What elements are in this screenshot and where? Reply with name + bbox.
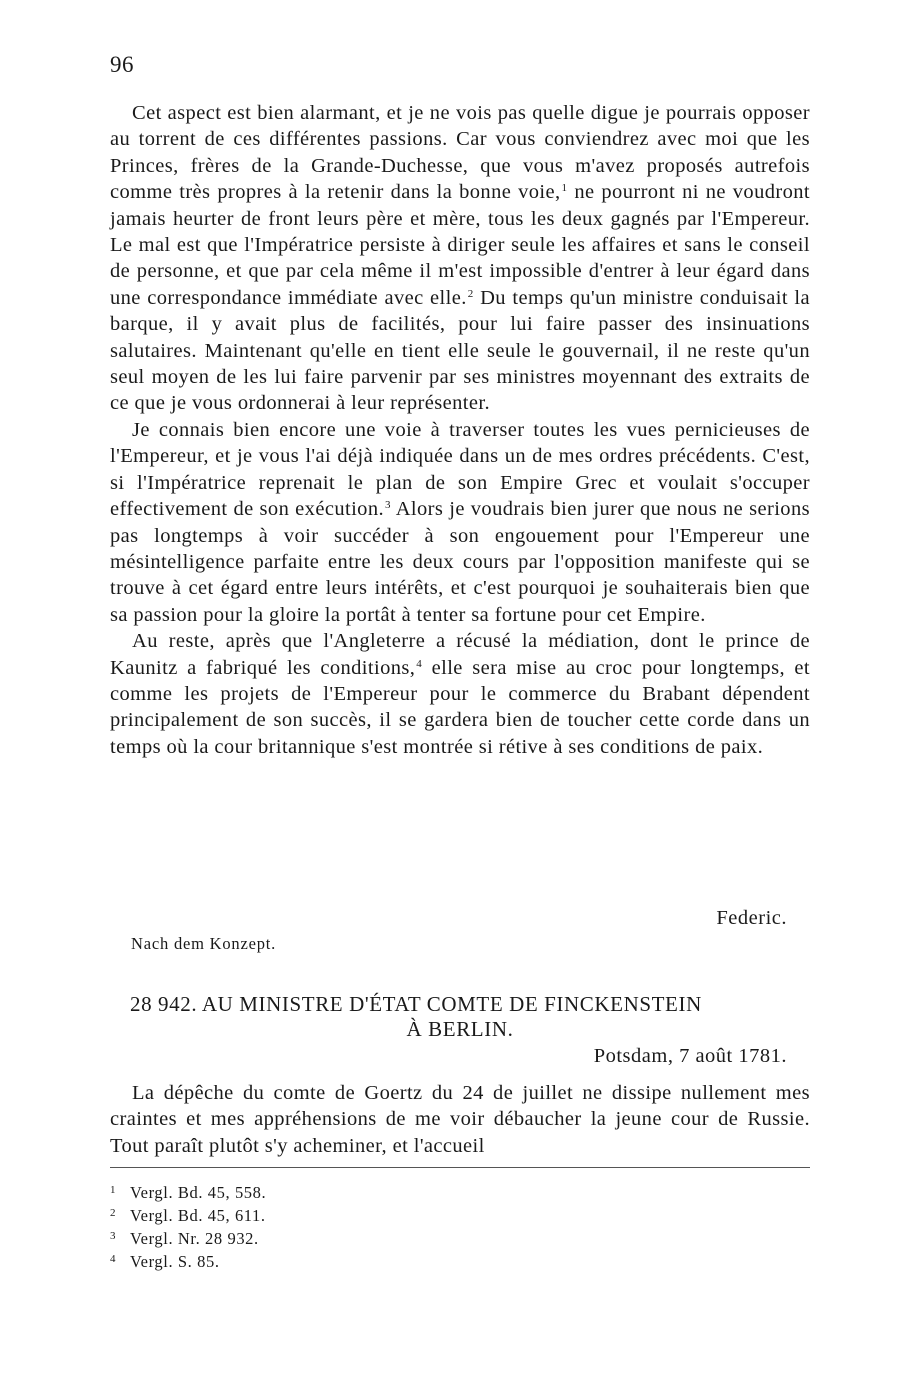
dateline: Potsdam, 7 août 1781. bbox=[593, 1045, 787, 1067]
source-note: Nach dem Konzept. bbox=[131, 934, 277, 953]
paragraph-text: ne pourront ni ne voudront jamais heurter de front leurs père et mère, tous les deux gagnés par l'Empereur. Le mal est que l'Impératrice persiste à diriger seule les affaires et sans le conseil de personne, et que par cela même il m'est impossible d'entrer à leur égard dans une correspondance immédiate avec elle. bbox=[110, 181, 810, 309]
footnote bbox=[110, 1249, 266, 1272]
letter-heading bbox=[110, 992, 810, 1042]
footnote-number: 2 bbox=[110, 1207, 117, 1219]
paragraph-text: Du temps qu'un ministre conduisait la barque, il y avait plus de facilités, pour lui faire passer des insinuations salutaires. Maintenant qu'elle en tient elle seule le gouvernail, il ne reste qu'un seul moyen de les lui faire parvenir par ses ministres moyennant des extraits de ce que je vous ordonnerai à leur représenter. bbox=[110, 286, 810, 415]
paragraph-text: Alors je voudrais bien jurer que nous ne serions pas longtemps à voir succéder à son engouement pour l'Empereur une mésintelligence parfaite entre les deux cours par l'opposition manifeste qui se trouve à cet égard entre leurs intérêts, et c'est pourquoi je souhaiterais bien que sa passion pour la gloire la portât à tenter sa fortune pour cet Empire. bbox=[110, 498, 810, 626]
paragraph-text: Cet aspect est bien alarmant, et je ne vois pas quelle digue je pourrais opposer au torrent de ces différentes passions. Car vous conviendrez avec moi que les Princes, frères de la Grande-Duchesse, que vous m'avez proposés autrefois comme très propres à la retenir dans la bonne voie, bbox=[110, 102, 810, 204]
paragraph-text: Au reste, après que l'Angleterre a récusé la médiation, dont le prince de Kaunitz a fabriqué les conditions, bbox=[110, 630, 810, 679]
footnote-number: 1 bbox=[110, 1184, 117, 1196]
footnote-text: Vergl. S. 85. bbox=[130, 1252, 220, 1271]
footnote-ref: 4 bbox=[416, 657, 423, 670]
footnote-text: Vergl. Nr. 28 932. bbox=[130, 1229, 259, 1248]
paragraph-3 bbox=[110, 628, 810, 760]
closing-paragraph: La dépêche du comte de Goertz du 24 de juillet ne dissipe nullement mes craintes et mes appréhensions de me voir débaucher la jeune cour de Russie. Tout paraît plutôt s'y acheminer, et l'accueil bbox=[110, 1082, 810, 1157]
paragraph-text: Je connais bien encore une voie à traverser toutes les vues pernicieuses de l'Empereur, et je vous l'ai déjà indiquée dans un de mes ordres précédents. C'est, si l'Impératrice reprenait le plan de son Empire Grec et voulait s'occuper effectivement de son exécution. bbox=[110, 418, 810, 521]
signature: Federic. bbox=[716, 907, 787, 929]
footnote bbox=[110, 1226, 266, 1249]
footnote bbox=[110, 1203, 266, 1226]
footnote-text: Vergl. Bd. 45, 558. bbox=[130, 1183, 267, 1202]
paragraph-1 bbox=[110, 100, 810, 417]
footnote-ref: 1 bbox=[561, 182, 568, 195]
main-text bbox=[110, 100, 810, 760]
letter-body bbox=[110, 1080, 810, 1159]
page-number: 96 bbox=[110, 52, 134, 77]
footnote-ref: 2 bbox=[467, 287, 474, 300]
footnote-number: 3 bbox=[110, 1230, 117, 1242]
footnotes bbox=[110, 1180, 266, 1272]
heading-line-1: 28 942. AU MINISTRE D'ÉTAT COMTE DE FINCKENSTEIN bbox=[130, 992, 702, 1016]
footnote-divider bbox=[110, 1167, 810, 1168]
paragraph-2 bbox=[110, 417, 810, 628]
footnote-ref: 3 bbox=[385, 499, 391, 512]
heading-line-2: À BERLIN. bbox=[406, 1017, 514, 1041]
paragraph-text: elle sera mise au croc pour longtemps, et comme les projets de l'Empereur pour le commerce du Brabant dépendent principalement de son succès, il se gardera bien de toucher cette corde dans un temps où la cour britannique s'est montrée si rétive à ses conditions de paix. bbox=[110, 656, 810, 758]
footnote bbox=[110, 1180, 266, 1203]
footnote-text: Vergl. Bd. 45, 611. bbox=[130, 1206, 266, 1225]
footnote-number: 4 bbox=[110, 1253, 117, 1265]
